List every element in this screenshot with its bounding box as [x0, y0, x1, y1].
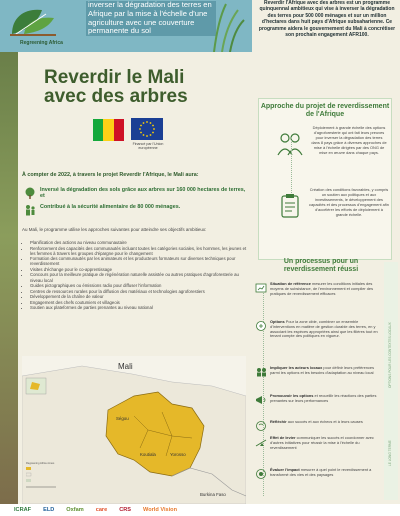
- step-description: Pour la zone cible, combiner un ensemble d'interventions en matière de gestion durable des terres, en y associant les espèces appropriées ainsi que les filières tout en tenant compte des politiques en vigueur.: [270, 319, 378, 339]
- step-text: [270, 436, 384, 450]
- process-step: [254, 468, 384, 480]
- process-step: [254, 420, 384, 432]
- side-label-top: OPTIONS POUR LES CONTEXTES LOCAUX: [388, 322, 392, 388]
- step-description: communiquer les succès et coordonner avec d'autres initiatives pour réussir la mise à l'échelle du reverdissement: [270, 435, 374, 450]
- step-text: [270, 468, 384, 480]
- program-summary: [252, 0, 400, 80]
- step-text: [270, 394, 384, 406]
- map-neighbour-label: Burkina Faso: [200, 492, 226, 497]
- partner-logo: care: [95, 507, 108, 513]
- banner-tagline: inverser la dégradation des terres en Afrique par la mise à l'échelle d'une agriculture avec une couverture permanente du sol: [86, 1, 216, 36]
- step-text: [270, 282, 384, 296]
- approach-connector: [291, 137, 293, 197]
- clipboard-icon: [275, 191, 305, 221]
- partner-logo: ELD: [43, 507, 55, 513]
- map-region-label: Koutiala: [140, 452, 156, 457]
- approach-paragraph-1: Déploiement à grande échelle des options d'agroforesterie qui ont fait leurs preuves pour inverser la dégradation des terres dans 8 pays grâce à diverses approches de mise à l'échelle dirigées par des ONG de mise en œuvre dans chaque pays.: [311, 125, 387, 155]
- tree-icon: [24, 187, 36, 199]
- step-description: et recueillir les réactions des parties prenantes sur leurs performances: [270, 393, 377, 403]
- thinking-icon: [254, 420, 268, 432]
- partners-footer: [0, 504, 400, 516]
- list-item: • Engagement des chefs coutumiers et villageois: [30, 300, 252, 305]
- side-label-bottom: LE LONG TERME: [388, 440, 392, 466]
- megaphone-icon: [254, 394, 268, 406]
- goal-item: [24, 187, 246, 200]
- farmers-icon: [24, 204, 36, 216]
- process-side-strip: [384, 262, 398, 500]
- step-description: pour définir leurs préférences parmi les options et les besoins d'adaptation au niveau local: [270, 365, 375, 375]
- step-text: [270, 420, 363, 432]
- landscape-photo: [0, 52, 18, 512]
- legend-swatches: [26, 465, 84, 495]
- goal-item: [24, 204, 246, 216]
- map-region-label: Ségou: [116, 416, 129, 421]
- legend-title: Regreening Africa zones: [26, 462, 55, 465]
- process-step: [254, 282, 384, 296]
- process-title: Un processus pour un reverdissement réussi: [283, 258, 359, 274]
- program-summary-text: Reverdir l'Afrique avec des arbres est un programme quinquennal ambitieux qui vise à inverser la dégradation des terres pour 500 000 ménages et sur un million d'hectares dans huit pays d'Afrique subsaharienne. Ce programme aidera le gouvernement du Mali à concrétiser son prochain engagement AFR100.: [258, 0, 396, 39]
- chart-icon: [254, 282, 268, 294]
- page-title: [44, 68, 244, 106]
- partner-logo: Oxfam: [66, 507, 84, 513]
- list-item: • Planification des actions au niveau communautaire: [30, 240, 252, 245]
- mali-flag-icon: [93, 119, 124, 141]
- grass-decoration-icon: [212, 0, 246, 52]
- process-step: [254, 436, 384, 450]
- list-item: • Soutien aux plateformes de parties prenantes au niveau national: [30, 305, 252, 310]
- step-label: Options: [270, 319, 285, 324]
- step-text: [270, 366, 384, 378]
- list-item: • Visites d'échange pour le co-apprentissage: [30, 267, 252, 272]
- people-icon: [275, 129, 305, 159]
- eu-caption: Financé par l'Union européenne: [132, 142, 164, 150]
- step-label: Évaluer l'impact: [270, 467, 300, 472]
- step-label: Situation de référence: [270, 281, 311, 286]
- title-line-1: Reverdir le Mali: [44, 67, 185, 88]
- regreening-logo-icon: [2, 4, 64, 38]
- program-intro: Au Mali, le programme utilise les approches suivantes pour atteindre ses objectifs ambitieux:: [22, 227, 207, 232]
- partner-logo: World Vision: [143, 507, 178, 513]
- goal-text: Contribué à la sécurité alimentaire de 80 000 ménages.: [40, 203, 181, 210]
- goal-text: Inversé la dégradation des sols grâce aux arbres sur 160 000 hectares de terres, et: [40, 187, 246, 200]
- step-label: Promouvoir les options: [270, 393, 314, 398]
- step-description: aux succès et aux échecs et à leurs causes: [287, 419, 363, 424]
- step-description: mesurer à quel point le reverdissement a transformé des vies et des paysages: [270, 467, 372, 477]
- list-item: • Centres de ressources rurales pour la diffusion des matériaux et technologies agroforestiers: [30, 289, 252, 294]
- step-label: Réfléchir: [270, 419, 287, 424]
- approach-title: Approche du projet de reverdissement de l'Afrique: [260, 103, 390, 118]
- eu-flag-icon: [131, 118, 163, 140]
- goals-list: [24, 187, 246, 220]
- lever-icon: [254, 436, 268, 448]
- options-icon: [254, 320, 268, 332]
- process-timeline: [263, 286, 264, 496]
- list-item: • Guides pictographiques ou émissions radio pour diffuser l'information: [30, 283, 252, 288]
- process-step: [254, 394, 384, 406]
- partner-logo: ICRAF: [14, 507, 32, 513]
- title-line-2: avec des arbres: [44, 86, 188, 107]
- partner-logo: CRS: [119, 507, 132, 513]
- approach-panel: [258, 98, 392, 260]
- intro-lead: À compter de 2022, à travers le projet Reverdir l'Afrique, le Mali aura:: [22, 172, 199, 178]
- list-item: • Développement de la chaîne de valeur: [30, 294, 252, 299]
- step-description: mesurer les conditions initiales des moyens de subsistance, de l'environnement et compiler des pratiques de reverdissement efficaces: [270, 281, 374, 296]
- people-icon: [254, 366, 268, 378]
- process-step: [254, 366, 384, 378]
- brand-name: Regreening Africa: [20, 40, 63, 46]
- map-region-label: Yorosso: [170, 452, 186, 457]
- mali-map: [22, 356, 246, 504]
- process-step: [254, 320, 384, 339]
- step-label: Impliquer les acteurs locaux: [270, 365, 323, 370]
- map-country-label: Mali: [118, 362, 133, 371]
- list-item: • Formation des communautés par les animateurs et les producteurs formateurs sur diverses techniques pour reverdissement: [30, 256, 252, 266]
- impact-icon: [254, 468, 268, 480]
- step-text: [270, 320, 384, 339]
- list-item: • Concours pour la meilleure pratique de régénération naturelle assistée ou autres pratiques d'agroforesterie au niveau local: [30, 272, 252, 282]
- approach-paragraph-2: Création des conditions favorables, y compris un soutien aux politiques et aux investissements, le développement des capacités et des processus d'engagement afin d'accélérer les efforts de déploiement à grande échelle.: [309, 187, 389, 217]
- list-item: • Renforcement des capacités des communautés incluant toutes les catégories sociales, les hommes, les jeunes et les femmes à travers les groupes d'épargne pour le changement: [30, 246, 252, 256]
- map-legend: [26, 462, 84, 502]
- approach-bullets: [22, 240, 252, 311]
- step-label: Effet de levier: [270, 435, 296, 440]
